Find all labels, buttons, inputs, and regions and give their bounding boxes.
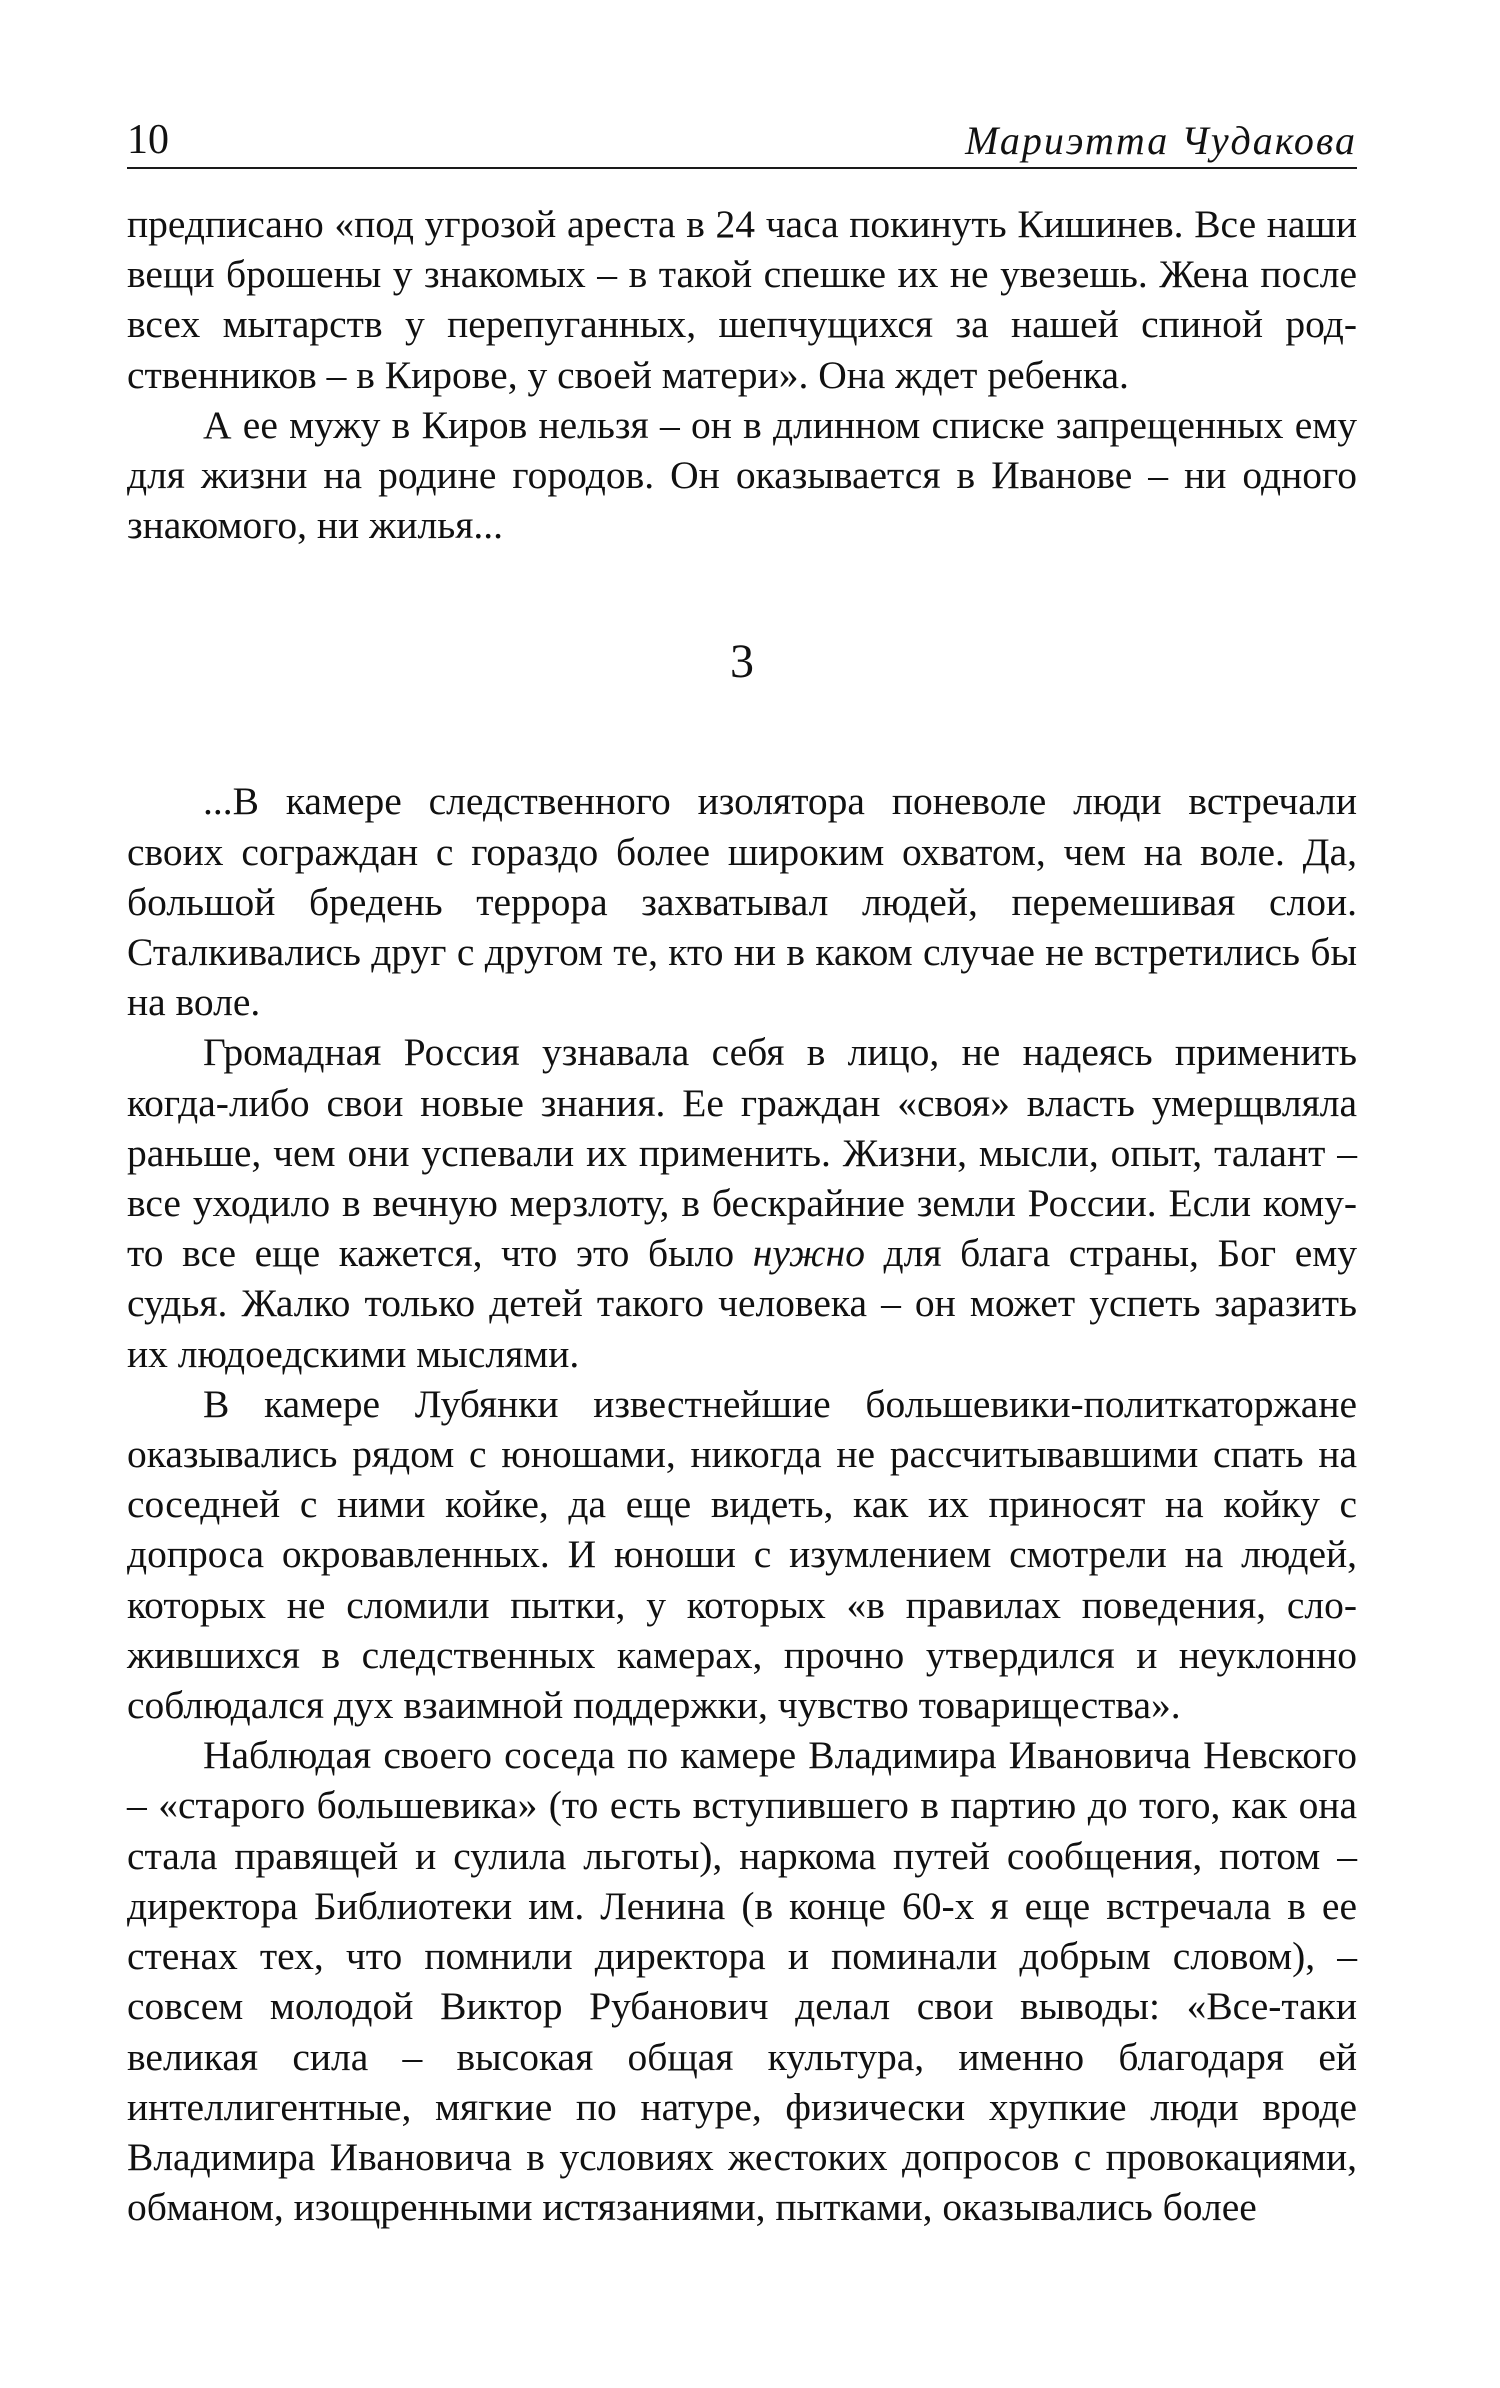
paragraph: предписано «под угрозой ареста в 24 часа покинуть Кишинев. Все наши вещи брошены у знакомых – в такой спешке их не увезешь. Жена после всех мытарств у перепуганных, шепчущихся за нашей спиной родственников – в Кирове, у своей матери». Она ждет ребенка. xyxy=(127,202,1357,397)
paragraph-text: Громадная Россия узнавала себя в лицо, не надеясь применить когда-либо свои новые знания. Ее граждан «своя» власть умерщвляла раньше, чем они успевали их применить. Жизни, мысли, опыт, талант – все уходило в вечную мерзлоту, в бескрайние земли России. Если кому-то все еще кажется, что это было xyxy=(127,1030,1357,1276)
running-title: Мариэтта Чудакова xyxy=(965,118,1357,163)
paragraph: А ее мужу в Киров нельзя – он в длинном списке запрещенных ему для жизни на родине городов. Он оказывается в Иванове – ни одного знакомого, ни жилья... xyxy=(127,402,1357,548)
paragraph: Наблюдая своего соседа по камере Владимира Ивановича Невского – «старого большевика» (то есть вступившего в партию до того, как она стала правящей и сулила льготы), наркома путей сообщения, потом – директора Библиотеки им. Ленина (в конце 60-х я еще встречала в ее стенах тех, что помнили директора и поминали добрым словом), – совсем молодой Виктор Рубанович делал свои выводы: «Все-таки великая сила – высокая общая культура, именно благодаря ей интеллигентные, мягкие по натуре, физически хрупкие люди вроде Владимира Ивановича в условиях жестоких допросов с провокациями, обманом, изощренными истязаниями, пытками, оказывались более xyxy=(127,1733,1357,2230)
paragraph: В камере Лубянки известнейшие большевики-политкаторжане оказывались рядом с юношами, никогда не рассчитывавшими спать на соседней с ними койке, да еще видеть, как их приносят на койку с допроса окровавленных. И юноши с изумлением смотрели на людей, которых не сломили пытки, у которых «в правилах поведения, сложившихся в следственных камерах, прочно утвердился и неуклонно соблюдался дух взаимной поддержки, чувство товарищества». xyxy=(127,1381,1357,1728)
paragraph: ...В камере следственного изолятора поневоле люди встречали своих сограждан с гораздо более широким охватом, чем на воле. Да, большой бредень террора захватывал людей, перемешивая слои. Сталкивались друг с другом те, кто ни в каком случае не встретились бы на воле. xyxy=(127,779,1357,1025)
paragraph xyxy=(127,1027,1357,1378)
running-header xyxy=(127,105,1357,169)
page-number: 10 xyxy=(127,117,169,163)
book-page xyxy=(127,105,1357,2232)
section-number: 3 xyxy=(730,635,754,689)
paragraph-text: для блага страны, Бог ему судья. Жалко только детей такого человека – он может успеть заразить их людоедскими мыслями. xyxy=(127,1231,1357,1376)
body-text xyxy=(127,199,1357,2232)
emphasized-word: нужно xyxy=(752,1231,865,1276)
